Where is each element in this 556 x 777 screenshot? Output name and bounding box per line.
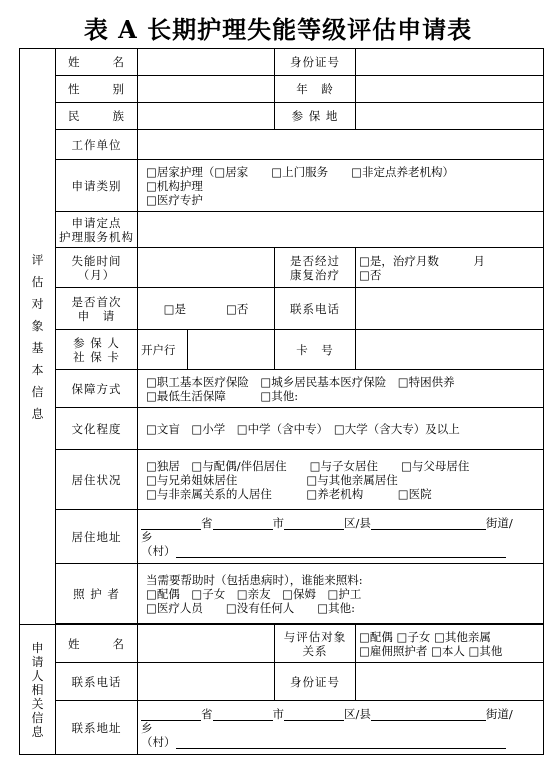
living-label: 居住状况 <box>56 450 138 510</box>
ethnic-field[interactable] <box>138 103 275 130</box>
application-form-table <box>19 48 544 755</box>
card-number-label: 卡 号 <box>275 330 356 370</box>
phone-field[interactable] <box>356 288 544 330</box>
phone-label: 联系电话 <box>275 288 356 330</box>
ethnic-label: 民 族 <box>56 103 138 130</box>
first-apply-label: 是否首次 申 请 <box>56 288 138 330</box>
id-number-label: 身份证号 <box>275 49 356 76</box>
form-title: 表 A 长期护理失能等级评估申请表 <box>83 15 473 44</box>
designated-institution-label: 申请定点 护理服务机构 <box>56 212 138 248</box>
disable-time-field[interactable] <box>138 248 275 288</box>
insurance-options[interactable]: □职工基本医疗保险 □城乡居民基本医疗保险 □特困供养 □最低生活保障 □其他: <box>138 370 544 408</box>
age-field[interactable] <box>356 76 544 103</box>
applicant-phone-label: 联系电话 <box>56 663 138 701</box>
first-apply-options[interactable]: □是 □否 <box>138 288 275 330</box>
education-options[interactable]: □文盲 □小学 □中学（含中专） □大学（含大专）及以上 <box>138 408 544 450</box>
insured-place-label: 参 保 地 <box>275 103 356 130</box>
bank-field[interactable] <box>188 330 275 370</box>
apply-type-label: 申请类别 <box>56 160 138 212</box>
relation-options[interactable]: □配偶 □子女 □其他亲属 □雇佣照护者 □本人 □其他 <box>356 625 544 663</box>
work-unit-field[interactable] <box>138 130 544 160</box>
caregiver-label: 照 护 者 <box>56 564 138 624</box>
applicant-phone-field[interactable] <box>138 663 275 701</box>
bank-label: 开户行 <box>138 330 188 370</box>
work-unit-label: 工作单位 <box>56 130 138 160</box>
applicant-name-field[interactable] <box>138 625 275 663</box>
social-card-label: 参 保 人 社 保 卡 <box>56 330 138 370</box>
relation-label: 与评估对象 关系 <box>275 625 356 663</box>
education-label: 文化程度 <box>56 408 138 450</box>
applicant-name-label: 姓 名 <box>56 625 138 663</box>
insured-place-field[interactable] <box>356 103 544 130</box>
card-number-field[interactable] <box>356 330 544 370</box>
living-options[interactable]: □独居 □与配偶/伴侣居住 □与子女居住 □与父母居住 □与兄弟姐妹居住 □与其他亲属居住 □与非亲属关系的人居住 □养老机构 □医院 <box>138 450 544 510</box>
address-field[interactable]: 省 市 区/县 街道/ 乡 （村） <box>138 510 544 564</box>
rehab-options[interactable]: □是，治疗月数 月 □否 <box>356 248 544 288</box>
insurance-label: 保障方式 <box>56 370 138 408</box>
section-applicant-info: 申 请 人 相 关 信 息 <box>20 625 56 755</box>
apply-type-options[interactable]: □居家护理（□居家 □上门服务 □非定点养老机构） □机构护理 □医疗专护 <box>138 160 544 212</box>
designated-institution-field[interactable] <box>138 212 544 248</box>
gender-field[interactable] <box>138 76 275 103</box>
address-label: 居住地址 <box>56 510 138 564</box>
name-label: 姓 名 <box>56 49 138 76</box>
applicant-address-field[interactable]: 省 市 区/县 街道/ 乡 （村） <box>138 701 544 755</box>
applicant-id-label: 身份证号 <box>275 663 356 701</box>
disable-time-label: 失能时间 （月） <box>56 248 138 288</box>
id-number-field[interactable] <box>356 49 544 76</box>
gender-label: 性 别 <box>56 76 138 103</box>
applicant-id-field[interactable] <box>356 663 544 701</box>
rehab-label: 是否经过 康复治疗 <box>275 248 356 288</box>
section-subject-info: 评 估 对 象 基 本 信 息 <box>20 49 56 625</box>
name-field[interactable] <box>138 49 275 76</box>
age-label: 年 龄 <box>275 76 356 103</box>
applicant-address-label: 联系地址 <box>56 701 138 755</box>
caregiver-options[interactable]: 当需要帮助时（包括患病时），谁能来照料: □配偶 □子女 □亲友 □保姆 □护工 □医疗人员 □没有任何人 □其他: <box>138 564 544 624</box>
